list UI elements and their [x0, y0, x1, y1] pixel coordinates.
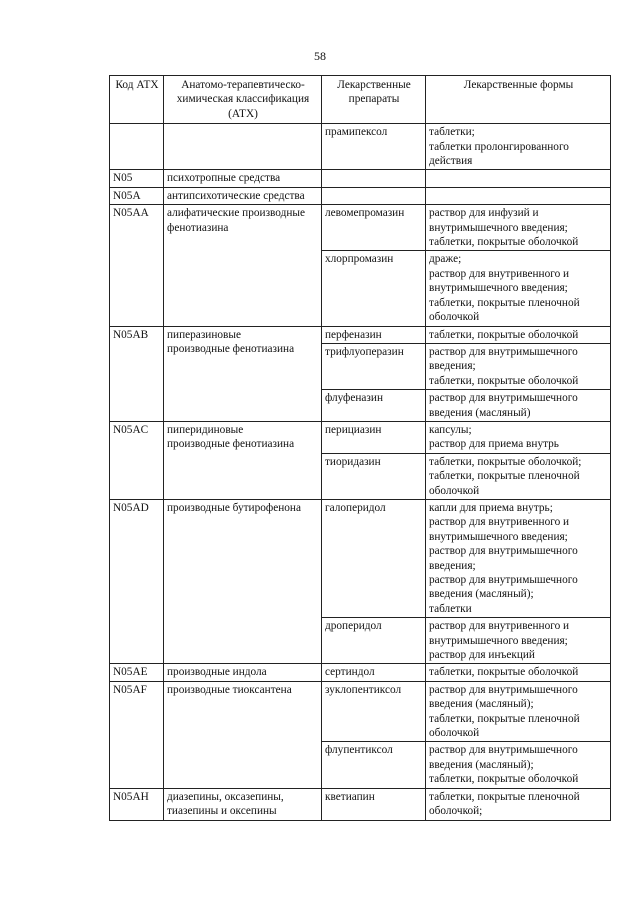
classification-cell: пиперазиновые производные фенотиазина	[164, 326, 322, 421]
header-drugs: Лекарственные препараты	[322, 76, 426, 124]
classification-cell: антипсихотические средства	[164, 187, 322, 204]
drug-cell: левомепромазин	[322, 205, 426, 251]
drug-cell: перициазин	[322, 421, 426, 453]
table-row	[110, 421, 611, 453]
table-row	[110, 681, 611, 742]
classification-cell: производные индола	[164, 664, 322, 681]
code-cell: N05	[110, 170, 164, 187]
forms-cell: капсулы; раствор для приема внутрь	[426, 421, 611, 453]
forms-cell: таблетки, покрытые оболочкой	[426, 664, 611, 681]
table-row	[110, 788, 611, 820]
drug-cell	[322, 187, 426, 204]
code-cell: N05AB	[110, 326, 164, 421]
page-number: 58	[314, 49, 326, 63]
drug-cell: зуклопентиксол	[322, 681, 426, 742]
code-cell: N05AH	[110, 788, 164, 820]
drug-cell: трифлуоперазин	[322, 343, 426, 389]
drug-cell: галоперидол	[322, 499, 426, 617]
drug-cell	[322, 170, 426, 187]
forms-cell: раствор для внутримышечного введения (масляный); таблетки, покрытые оболочкой	[426, 742, 611, 788]
drug-cell: флуфеназин	[322, 390, 426, 422]
table-header-row	[110, 76, 611, 124]
code-cell: N05AD	[110, 499, 164, 663]
classification-cell: производные бутирофенона	[164, 499, 322, 663]
code-cell: N05AA	[110, 205, 164, 326]
drug-cell: тиоридазин	[322, 453, 426, 499]
header-code: Код АТХ	[110, 76, 164, 124]
table-row	[110, 187, 611, 204]
drug-cell: дроперидол	[322, 618, 426, 664]
drug-cell: флупентиксол	[322, 742, 426, 788]
table-row	[110, 499, 611, 617]
table-row	[110, 124, 611, 170]
drug-cell: сертиндол	[322, 664, 426, 681]
forms-cell: таблетки, покрытые пленочной оболочкой;	[426, 788, 611, 820]
forms-cell: таблетки, покрытые оболочкой; таблетки, покрытые пленочной оболочкой	[426, 453, 611, 499]
header-forms: Лекарственные формы	[426, 76, 611, 124]
classification-cell: производные тиоксантена	[164, 681, 322, 788]
forms-cell: раствор для внутримышечного введения; таблетки, покрытые оболочкой	[426, 343, 611, 389]
forms-cell	[426, 187, 611, 204]
table-row	[110, 205, 611, 251]
header-classification: Анатомо-терапевтическо- химическая классификация (АТХ)	[164, 76, 322, 124]
drug-cell: кветиапин	[322, 788, 426, 820]
classification-cell: пиперидиновые производные фенотиазина	[164, 421, 322, 499]
forms-cell: драже; раствор для внутривенного и внутримышечного введения; таблетки, покрытые пленочной оболочкой	[426, 251, 611, 326]
drug-cell: перфеназин	[322, 326, 426, 343]
table-row	[110, 326, 611, 343]
classification-cell: психотропные средства	[164, 170, 322, 187]
code-cell: N05AC	[110, 421, 164, 499]
atx-table	[109, 75, 611, 821]
forms-cell: раствор для внутримышечного введения (масляный); таблетки, покрытые пленочной оболочкой	[426, 681, 611, 742]
forms-cell: раствор для инфузий и внутримышечного введения; таблетки, покрытые оболочкой	[426, 205, 611, 251]
table-row	[110, 170, 611, 187]
code-cell: N05AF	[110, 681, 164, 788]
code-cell: N05AE	[110, 664, 164, 681]
forms-cell: капли для приема внутрь; раствор для внутривенного и внутримышечного введения; раствор для внутримышечного введения; раствор для внутримышечного введения (масляный); таблетки	[426, 499, 611, 617]
forms-cell: таблетки, покрытые оболочкой	[426, 326, 611, 343]
forms-cell	[426, 170, 611, 187]
drug-cell: хлорпромазин	[322, 251, 426, 326]
table-row	[110, 664, 611, 681]
classification-cell: диазепины, оксазепины, тиазепины и оксепины	[164, 788, 322, 820]
code-cell: N05A	[110, 187, 164, 204]
forms-cell: раствор для внутримышечного введения (масляный)	[426, 390, 611, 422]
code-cell	[110, 124, 164, 170]
classification-cell: алифатические производные фенотиазина	[164, 205, 322, 326]
forms-cell: раствор для внутривенного и внутримышечного введения; раствор для инъекций	[426, 618, 611, 664]
forms-cell: таблетки; таблетки пролонгированного действия	[426, 124, 611, 170]
classification-cell	[164, 124, 322, 170]
drug-cell: прамипексол	[322, 124, 426, 170]
